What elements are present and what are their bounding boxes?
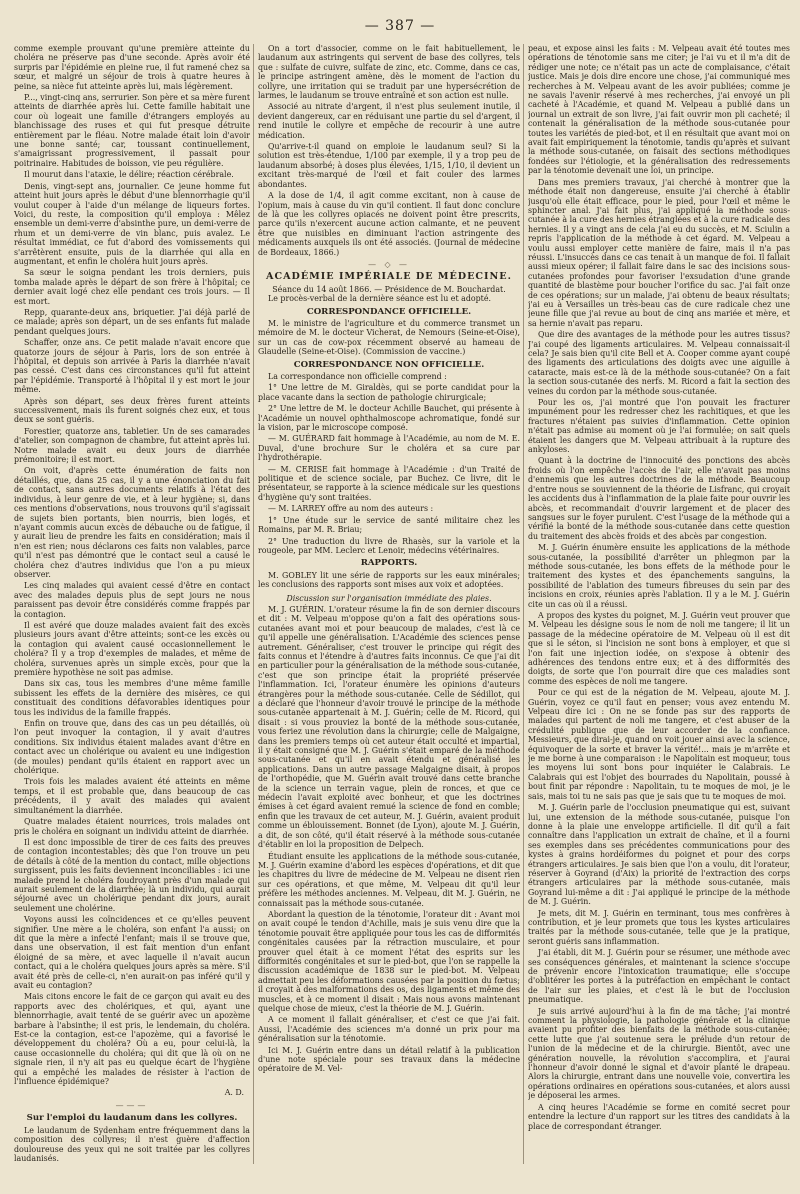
paragraph: A propos des kystes du poignet, M. J. Guérin veut prouver que M. Velpeau les désigne sous le nom de noli me tangere; il lit un passage de la médecine opératoire de M. Velpeau où il est dit que si le séton, si l'incision ne sont bons à employer, et que si l'on fait une injection iodée, on s'expose à obtenir des adhérences des tendons entre eux; et à des difformités des doigts, de sorte que l'on pourrait dire que ces maladies sont comme des espèces de noli me tangere. — [528, 610, 790, 686]
page-number: — 387 — — [364, 18, 436, 34]
paragraph: On a tort d'associer, comme on le fait habituellement, le laudanum aux astringents qui servent de base des collyres, tels que : sulfate de cuivre, sulfate de zinc, etc. Comme, dans ce cas, le principe astringent amène, dès le moment de l'action du collyre, une irritation qui se traduit par une hypersécrétion de larmes, le laudanum se trouve entraîné et son action est nulle. — [258, 44, 520, 101]
column-divider — [253, 44, 254, 1164]
paragraph: Schaffer, onze ans. Ce petit malade n'avait encore que quatorze jours de séjour à Paris, lors de son entrée à l'hôpital, et depuis son arrivée à Paris la diarrhée n'avait pas cessé. C'est dans ces circonstances qu'il fut atteint par l'épidémie. Transporté à l'hôpital il y est mort le jour même. — [14, 338, 250, 395]
paragraph: 1° Une lettre de M. Giraldès, qui se porte candidat pour la place vacante dans la section de pathologie chirurgicale; — [258, 383, 520, 402]
paragraph: M. le ministre de l'agriculture et du commerce transmet un mémoire de M. le docteur Vicherat, de Nemours (Seine-et-Oise), sur un cas de cow-pox récemment observé au hameau de Glaudelle (Seine-et-Oise). (Commission de vaccine.) — [258, 318, 520, 357]
column-middle — [258, 44, 520, 1174]
paragraph: Ici M. J. Guérin entre dans un détail relatif à la publication d'une note spéciale pour ses travaux dans la médecine opératoire de M. Vel- — [258, 1045, 520, 1074]
paragraph: Je suis arrivé aujourd'hui à la fin de ma tâche; j'ai montré comment la physiologie, la pathologie générale et la clinique avaient pu profiter des bienfaits de la méthode sous-cutanée; cette lutte que j'ai soutenue sera le prélude d'un retour de l'union de la médecine et de la chirurgie. Bientôt, avec une génération nouvelle, la révolution s'accomplira, et j'aurai l'honneur d'avoir donné le signal et d'avoir planté le drapeau. Alors la chirurgie, entrant dans une nouvelle voie, convertira les opérations ordinaires en opérations sous-cutanées, et alors aussi je déposerai les armes. — [528, 1006, 790, 1101]
subsection-heading: CORRESPONDANCE NON OFFICIELLE. — [293, 359, 485, 370]
paragraph: La correspondance non officielle comprend : — [268, 372, 447, 381]
paragraph: Que dire des avantages de la méthode pour les autres tissus? J'ai coupé des ligaments articulaires. M. Velpeau connaissait-il cela? Je sais bien qu'il cite Bell et A. Cooper comme ayant coupé des ligaments des articulations des doigts avec une aiguille à cataracte, mais est-ce là de la méthode sous-cutanée? On a fait la section sous-cutanée des nerfs. M. Ricord a fait la section des veines du cordon par la méthode sous-cutanée. — [528, 330, 790, 396]
paragraph: M. J. Guérin parle de l'occlusion pneumatique qui est, suivant lui, une extension de la méthode sous-cutanée, puisque l'on donne à la plaie une enveloppe artificielle. Il dit qu'il a fait connaître dans l'application un extrait de chaîne, et il a fourni ses exemples dans ses précédentes communications pour des kystes à grains hordéiformes du poignet et pour des corps étrangers articulaires. Je sais bien que l'on a voulu, dit l'orateur, réserver à Goyrand (d'Aix) la priorité de l'extraction des corps étrangers articulaires par la méthode sous-cutanée, mais Goyrand lui-même a dit : J'ai appliqué le principe de la méthode de M. J. Guérin. — [528, 803, 790, 907]
paragraph: Qu'arrive-t-il quand on emploie le laudanum seul? Si la solution est très-étendue, 1/100 par exemple, il y a trop peu de laudanum absorbé; à doses plus élevées, 1/15, 1/10, il devient un excitant très-marqué de l'œil et fait couler des larmes abondantes. — [258, 142, 520, 189]
paragraph: Enfin on trouve que, dans des cas un peu détaillés, où l'on peut invoquer la contagion, il y avait d'autres conditions. Six individus étaient malades avant d'être en contact avec un cholérique ou avaient eu une indigestion (de moules) pendant qu'ils étaient en rapport avec un cholérique. — [14, 719, 250, 776]
separator: ——— — [115, 1100, 149, 1110]
paragraph: On voit, d'après cette énumération de faits non détaillés, que, dans 25 cas, il y a une énonciation du fait de contact, sans autres documents relatifs à l'état des individus, à leur genre de vie, et à leur hygiène; si, dans ces mentions d'observations, nous trouvons qu'il s'agissait de sujets bien portants, bien nourris, bien logés, et n'ayant commis aucun excès de débauche ou de fatigue, il y aurait lieu de prendre les faits en considération; mais il n'en est rien; nous déclarons ces faits non valables, parce qu'il n'est pas démontré que le contact seul a causé le choléra chez d'autres individus que l'on a pu mieux observer. — [14, 466, 250, 579]
subsection-heading: CORRESPONDANCE OFFICIELLE. — [306, 306, 472, 317]
paragraph: Denis, vingt-sept ans, journalier. Ce jeune homme fut atteint huit jours après le début d'une blennorrhagie qu'il voulut couper à l'aide d'un mélange de liqueurs fortes. Voici, du reste, la composition qu'il employa : Mêlez ensemble un demi-verre d'absinthe pure, un demi-verre de rhum et un demi-verre de vin blanc, puis avalez. Le résultat immédiat, ce fut d'abord des vomissements qui s'arrêtèrent ensuite, puis de la diarrhée qui alla en augmentant, et enfin le choléra huit jours après. — [14, 181, 250, 266]
paragraph: Trois fois les malades avaient été atteints en même temps, et il est probable que, dans beaucoup de cas précédents, il y avait des malades qui avaient simultanément la diarrhée. — [14, 777, 250, 815]
paragraph: Pour ce qui est de la négation de M. Velpeau, ajoute M. J. Guérin, voyez ce qu'il faut en penser; vous avez entendu M. Velpeau dire ici : On ne se fonde pas sur des rapports de malades qui partent de noli me tangere, et c'est abuser de la crédulité publique que de leur accorder de la confiance. Messieurs, que dirai-je, quand on voit jouer ainsi avec la science, équivoquer de la sorte et braver la vérité!... mais je m'arrête et je me borne à une comparaison : le Napolitain est moqueur, tous les moyens lui sont bons pour inquiéter le Calabrais. Le Calabrais qui est l'objet des bourrades du Napolitain, poussé à bout finit par répondre : Napolitain, tu te moques de moi, je le sais, mais toi tu ne sais pas que je sais que tu te moques de moi. — [528, 688, 790, 801]
paragraph: Dans six cas, tous les membres d'une même famille subissent les effets de la dernière des misères, ce qui constituait des conditions défavorables identiques pour tous les individus de la famille frappés. — [14, 679, 250, 717]
paragraph: — M. LARREY offre au nom des auteurs : — [268, 504, 434, 514]
paragraph: M. GOBLEY lit une série de rapports sur les eaux minérales; les conclusions des rapports sont mises aux voix et adoptées. — [258, 570, 520, 590]
paragraph: A la dose de 1/4, il agit comme excitant, non à cause de l'opium, mais à cause du vin qu'il contient. Il faut donc conclure de là que les collyres opiacés ne doivent point être prescrits, parce qu'ils n'exercent aucune action calmante, et ne peuvent être que nuisibles en diminuant l'action astringente des médicaments auxquels ils ont été associés. (Journal de médecine de Bordeaux, 1866.) — [258, 191, 520, 257]
paragraph: Voyons aussi les coïncidences et ce qu'elles peuvent signifier. Une mère a le choléra, son enfant l'a aussi; on dit que la mère a infecté l'enfant; mais il se trouve que, dans une observation, il est fait mention d'un enfant éloigné de sa mère, et avec laquelle il n'avait aucun contact, qui a le choléra quelques jours après sa mère. S'il avait été près de celle-ci, n'en aurait-on pas inféré qu'il y avait eu contagion? — [14, 915, 250, 990]
paragraph: J'ai établi, dit M. J. Guérin pour se résumer, une méthode avec ses conséquences générales, et maintenant la science s'occupe de prévenir encore l'intoxication traumatique; elle s'occupe d'oblitérer les portes à la putréfaction en empêchant le contact de l'air sur les plaies, et c'est là le but de l'occlusion pneumatique. — [528, 948, 790, 1005]
subsection-heading: Discussion sur l'organisation immédiate des plaies. — [286, 593, 492, 603]
paragraph: Le laudanum de Sydenham entre fréquemment dans la composition des collyres; il n'est guère d'affection douloureuse des yeux qui ne soit traitée par les collyres laudanisés. — [14, 1125, 250, 1163]
article-title: Sur l'emploi du laudanum dans les collyres. — [26, 1113, 238, 1124]
paragraph: Associé au nitrate d'argent, il n'est plus seulement inutile, il devient dangereux, car en réduisant une partie du sel d'argent, il rend inutile le collyre et empêche de recourir à une autre médication. — [258, 102, 520, 140]
separator: — ◇ — — [368, 259, 410, 269]
author-signature: A. D. — [224, 1088, 244, 1098]
column-right — [528, 44, 790, 1174]
section-heading: ACADÉMIE IMPÉRIALE DE MÉDECINE. — [266, 271, 512, 283]
paragraph: Je mets, dit M. J. Guérin en terminant, tous mes confrères à contribution, et je leur promets que tous les kystes articulaires traités par la méthode sous-cutanée, telle que je la pratique, seront guéris sans inflammation. — [528, 908, 790, 946]
subsection-heading: RAPPORTS. — [360, 558, 418, 569]
paragraph: — M. CERISE fait hommage à l'Académie : d'un Traité de politique et de science sociale, par Buchez. Ce livre, dit le présentateur, se rapporte à la science médicale sur les questions d'hygiène qu'y sont traitées. — [258, 464, 520, 502]
paragraph: — M. GUÉRARD fait hommage à l'Académie, au nom de M. E. Duval, d'une brochure Sur le choléra et sa cure par l'hydrothérapie. — [258, 434, 520, 463]
paragraph: Sa sœur le soigna pendant les trois derniers, puis tomba malade après le départ de son frère à l'hôpital; ce dernier avait logé chez elle pendant ces trois jours. — Il est mort. — [14, 268, 250, 306]
paragraph: Étudiant ensuite les applications de la méthode sous-cutanée, M. J. Guérin examine d'abord les espèces d'opérations, et dit que les chapitres du livre de médecine de M. Velpeau ne disent rien sur ces opérations, et que même, M. Velpeau dit qu'il leur préfère les méthodes anciennes. M. Velpeau, dit M. J. Guérin, ne connaissait pas la méthode sous-cutanée. — [258, 851, 520, 908]
paragraph: A ce moment il fallait généraliser, et c'est ce que j'ai fait. Aussi, l'Académie des sciences m'a donné un prix pour ma généralisation sur la ténotomie. — [258, 1015, 520, 1044]
paragraph: Il mourut dans l'ataxie, le délire; réaction cérébrale. — [24, 170, 234, 180]
column-left — [14, 44, 250, 1174]
paragraph: Les cinq malades qui avaient cessé d'être en contact avec des malades depuis plus de sept jours ne nous paraissent pas devoir être considérés comme frappés par la contagion. — [14, 581, 250, 619]
paragraph: Repp, quarante-deux ans, briquetier. J'ai déjà parlé de ce malade; après son départ, un de ses enfants fut malade pendant quelques jours. — [14, 307, 250, 336]
session-line: Séance du 14 août 1866. — Présidence de M. Bouchardat. — [272, 284, 506, 294]
column-divider — [523, 44, 524, 1164]
paragraph: Forestier, quatorze ans, tabletier. Un de ses camarades d'atelier, son compagnon de chambre, fut atteint après lui. Notre malade avait eu deux jours de diarrhée prémonitoire; il est mort. — [14, 426, 250, 465]
paragraph: Le procès-verbal de la dernière séance est lu et adopté. — [268, 294, 492, 304]
paragraph: Il est avéré que douze malades avaient fait des excès plusieurs jours avant d'être atteints; sont-ce les excès ou la contagion qui avaient causé occasionnellement le choléra? Il y a trop d'exemples de malades, et même de choléra, survenues après un simple excès, pour que la première hypothèse ne soit pas admise. — [14, 620, 250, 677]
paragraph: Pour les os, j'ai montré que l'on pouvait les fracturer impunément pour les redresser chez les rachitiques, et que les fractures n'étaient pas suivies d'inflammation. Cette opinion n'était pas admise au moment où je l'ai formulée; on sait quels étaient les dangers que M. Velpeau attribuait à la rupture des ankyloses. — [528, 398, 790, 455]
paragraph: 1° Une étude sur le service de santé militaire chez les Romains, par M. R. Briau; — [258, 515, 520, 535]
paragraph: Mais citons encore le fait de ce garçon qui avait eu des rapports avec des cholériques, et qui, ayant une blennorrhagie, avait tenté de se guérir avec un apozème barbare à l'absinthe; il est pris, le lendemain, du choléra. Est-ce la contagion, est-ce l'apozème, qui a favorisé le développement du choléra? Où a eu, pour celui-là, la cause occasionnelle du choléra; qui dit que là où on ne signale rien, il n'y ait pas eu quelque écart de l'hygiène qui a empêché les malades de résister à l'action de l'influence épidémique? — [14, 992, 250, 1087]
paragraph: Abordant la question de la ténotomie, l'orateur dit : Avant moi on avait coupé le tendon d'Achille, mais je suis venu dire que la ténotomie pouvait être appliquée pour tous les cas de difformités congénitales causées par la rétraction musculaire, et pour prouver quel était à ce moment l'état des esprits sur les difformités congénitales et sur le pied-bot, que l'on se rappelle la discussion académique de 1838 sur le pied-bot. M. Velpeau admettait peu les déformations causées par la position du fœtus; il croyait à des malformations des os, des ligaments et même des muscles, et à ce moment il disait : Mais nous avons maintenant quelque chose de mieux, c'est la théorie de M. J. Guérin. — [258, 909, 520, 1013]
paragraph: M. J. Guérin énumère ensuite les applications de la méthode sous-cutanée, la possibilité d'arrêter un phlegmon par la méthode sous-cutanée, les bons effets de la méthode pour le traitement des kystes et des épanchements sanguins, la possibilité de l'ablation des tumeurs fibreuses du sein par des incisions en croix, réunies après l'ablation. Il y a le M. J. Guérin cite un cas où il a réussi. — [528, 543, 790, 609]
paragraph: Dans mes premiers travaux, j'ai cherché à montrer que la méthode était non dangereuse, ensuite j'ai cherché à établir jusqu'où elle était efficace, pour le pied, pour l'œil et même le sphincter anal. J'ai fait plus, j'ai appliqué la méthode sous-cutanée à la cure des hernies étranglées et à la cure radicale des hernies. Il y a vingt ans de cela j'ai eu du succès, et M. Sciulin a repris l'application de la méthode à cet égard. M. Velpeau a voulu aussi employer cette manière de faire, mais il n'a pas réussi. L'insuccès dans ce cas tenait à un manque de foi. Il fallait aussi mieux opérer; il fallait faire dans le sac des incisions sous-cutanées profondes pour favoriser l'exsudation d'une grande quantité de blastème pour boucher l'orifice du sac. J'ai fait onze de ces opérations; sur un malade, j'ai obtenu de beaux résultats; j'ai eu à Versailles un très-beau cas de cure radicale chez une jeune fille que j'ai revue au bout de cinq ans mariée et mère, et sa hernie n'avait pas reparu. — [528, 177, 790, 328]
paragraph: P..., vingt-cinq ans, serrurier. Son père et sa mère furent atteints de diarrhée après lui. Cette famille habitait une cour où logeait une famille d'étrangers employés au blanchissage des ruses et qui fut presque détruite entièrement par le fléau. Notre malade était loin d'avoir une bonne santé; car, toussant continuellement, s'amaigrissant progressivement, il passait pour poitrinaire. Habitudes de boisson, vie peu régulière. — [14, 93, 250, 168]
paragraph: comme exemple prouvant qu'une première atteinte du choléra ne préserve pas d'une seconde. Après avoir été surpris par l'épidémie en pleine rue, il fut ramené chez sa sœur, et malgré un séjour de trois à quatre heures à peine, sa nièce fut atteinte après lui, mais légèrement. — [14, 44, 250, 91]
paragraph: 2° Une traduction du livre de Rhasès, sur la variole et la rougeole, par MM. Leclerc et Lenoir, médecins vétérinaires. — [258, 536, 520, 555]
paragraph: M. J. GUÉRIN. L'orateur résume la fin de son dernier discours et dit : M. Velpeau m'oppose qu'on a fait des opérations sous-cutanées avant moi et pour beaucoup de malades, c'est là ce qu'il appelle une généralisation. L'Académie des sciences pense autrement. Généraliser, c'est trouver le principe qui régit des faits connus et l'étendre à d'autres faits inconnus. Ce que j'ai dit en particulier pour la généralisation de la méthode sous-cutanée, c'est que son principe était la propriété préservée l'inflammation. Ici, l'orateur énumère les opinions d'auteurs étrangères pour la méthode sous-cutanée. Celle de Sédillot, qui a déclaré que l'honneur d'avoir trouvé le principe de la méthode sous-cutanée appartenait à M. J. Guérin; celle de M. Ricord, qui disait : si vous prouviez la bonté de la méthode sous-cutanée, vous feriez une révolution dans la chirurgie; celle de Malgaigne, dans les premiers temps où cet auteur était occulté et impartial, il y était consigné que M. J. Guérin s'était emparé de la méthode sous-cutanée et qu'il en avait étendu et généralisé les applications. Dans un autre passage Malgaigne disait, à propos de l'orthopédie, que M. Guérin avait trouvé dans cette branche de la science un terrain vague, plein de ronces, et que ce médecin l'avait exploité avec bonheur, et que les doctrines émises à cet égard avaient remué la science de fond en comble; enfin que les travaux de cet auteur, M. J. Guérin, avaient produit comme un éblouissement. Bonnet (de Lyon), ajoute M. J. Guérin, a dit, de son côté, qu'il était réservé à la méthode sous-cutanée d'établir en loi la proposition de Delpech. — [258, 604, 520, 850]
paragraph: peau, et expose ainsi les faits : M. Velpeau avait été toutes mes opérations de ténotomie sans me citer; je l'ai vu et il m'a dit de rédiger une note; ce n'était pas un acte de complaisance, c'était justice. Mais je dois dire encore une chose, j'ai communiqué mes recherches à M. Velpeau avant de les avoir publiées; comme je ne savais l'avenir réservé à mes recherches, j'ai envoyé un pli cacheté à l'Académie, et quand M. Velpeau a publié dans un journal un extrait de son livre, j'ai fait ouvrir mon pli cacheté; il contenait la généralisation de la méthode sous-cutanée pour toutes les variétés de pied-bot, et il en résultait que avant moi on avait fait empiriquement la ténotomie, tandis qu'après et suivant la méthode sous-cutanée, on faisait des sections méthodiques fondées sur l'étiologie, et la généralisation des redressements par la ténotomie devenait une loi, un principe. — [528, 44, 790, 176]
paragraph: A cinq heures l'Académie se forme en comité secret pour entendre la lecture d'un rapport sur les titres des candidats à la place de correspondant étranger. — [528, 1102, 790, 1131]
paragraph: 2° Une lettre de M. le docteur Achille Bauchet, qui présente à l'Académie un nouvel ophthalmoscope achromatique, fondé sur la vision, par le microscope composé. — [258, 404, 520, 433]
paragraph: Il est donc impossible de tirer de ces faits des preuves de contagion incontestables; dès que l'on trouve un peu de détails à côté de la mention du contact, mille objections surgissent, puis les faits deviennent inconciliables : ici une malade prend le choléra foudroyant près d'un malade qui aurait seulement de la diarrhée; là un individu, qui aurait séjourné avec un cholérique pendant dix jours, aurait seulement une cholérine. — [14, 837, 250, 913]
paragraph: Quant à la doctrine de l'innocuité des ponctions des abcès froids où l'on empêche l'accès de l'air, elle n'avait pas moins d'ennemis que les autres doctrines de la méthode. Beaucoup d'entre nous se souviennent de la théorie de Lisfranc, qui croyait les accidents dus à l'inflammation de la plaie faite pour ouvrir les abcès, et recommandait d'ouvrir largement et de placer des sangsues sur le foyer purulent. C'est l'usage de la méthode qui a vérifié la bonté de la méthode sous-cutanée dans cette question du traitement des abcès froids et des abcès par congestion. — [528, 456, 790, 541]
paragraph: Après son départ, ses deux frères furent atteints successivement, mais ils furent soignés chez eux, et tous deux se sont guéris. — [14, 396, 250, 425]
paragraph: Quatre malades étaient nourrices, trois malades ont pris le choléra en soignant un individu atteint de diarrhée. — [14, 817, 250, 836]
